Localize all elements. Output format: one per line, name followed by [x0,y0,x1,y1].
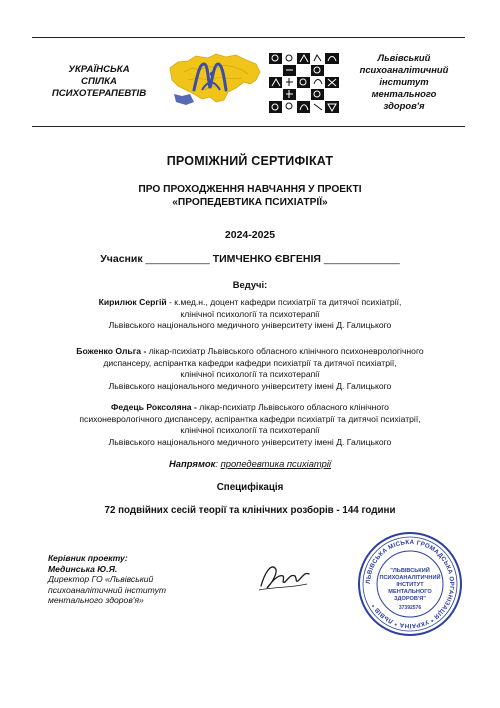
participant-blank-right: _____________ [323,253,400,265]
direction-label: Напрямок [168,458,216,469]
svg-text:ПСИХОАНАЛІТИЧНИЙ: ПСИХОАНАЛІТИЧНИЙ [379,575,441,581]
ukraine-map-logo [164,50,264,110]
lead-bozhenko: Боженко Ольга - лікар-психіатр Львівського обласного клінічного психоневрологічного диспансеру, аспірантка кафедри кафедри психіатрії та дитячої психіатрії, клінічної психології та психотерапії Львівського національного медичного університету імені Д. Галицького [76,346,424,391]
svg-text:"ЛЬВІВСЬКИЙ: "ЛЬВІВСЬКИЙ [390,568,430,574]
stamp-code: 37392576 [398,605,422,611]
handwritten-signature [255,560,315,596]
specification-heading: Специфікація [216,482,284,493]
certificate-subtitle: ПРО ПРОХОДЖЕННЯ НАВЧАННЯ У ПРОЕКТІ «ПРОПЕДЕВТИКА ПСИХІАТРІЇ» [138,184,362,208]
lead-kyryliuk: Кирилюк Сергій - к.мед.н., доцент кафедри психіатрії та дитячої психіатрії, клінічної психології та психотерапії Львівського національного медичного університету імені Д. Галицького [98,297,402,330]
participant-line [0,253,500,265]
header-top-rule [32,37,465,38]
lead-name: Боженко Ольга - [76,346,147,356]
institute-pictogram-logo [268,52,340,114]
svg-text:ЗДОРОВ'Я": ЗДОРОВ'Я" [394,596,426,602]
lead-fedets: Федець Роксоляна - лікар-психіатр Львівського обласного клінічного психоневрологічного диспансеру, аспірантка кафедри психіатрії та дитячої психіатрії, клінічної психології та психотерапії Львівського національного медичного університету імені Д. Галицького [79,402,421,447]
lead-name: Федець Роксоляна - [111,402,197,412]
participant-name: ТИМЧЕНКО ЄВГЕНІЯ [212,253,321,265]
stamp-ring-text: ЛЬВІВСЬКА МІСЬКА ГРОМАДСЬКА ОРГАНІЗАЦІЯ * УКРАЇНА * ЛЬВІВ * [364,538,456,630]
svg-text:МЕНТАЛЬНОГО: МЕНТАЛЬНОГО [388,589,432,595]
header-bottom-rule [32,126,465,127]
participant-blank-left: ___________ [145,253,210,265]
right-org-name: Львівський психоаналітичний інститут ментального здоров'я [359,52,449,111]
certificate-year: 2024-2025 [224,229,276,241]
certificate-title: ПРОМІЖНИЙ СЕРТИФІКАТ [166,154,334,168]
leads-heading: Ведучі: [232,279,268,290]
lead-name: Кирилюк Сергій [98,297,167,307]
direction-value: пропедевтика психіатрії [220,458,332,469]
organization-stamp [356,530,464,638]
participant-label: Учасник [100,253,143,265]
hours-line: 72 подвійних сесій теорії та клінічних розборів - 144 години [104,505,396,516]
project-lead-block: Керівник проекту: Мединська Ю.Я. Директор ГО «Львівський психоаналітичний інститут ментального здоров'я» [48,553,167,606]
direction-line: Напрямок: пропедевтика психіатрії [168,458,332,469]
left-org-name: УКРАЇНСЬКА СПІЛКА ПСИХОТЕРАПЕВТІВ [51,64,147,99]
svg-text:ІНСТИТУТ: ІНСТИТУТ [396,582,424,588]
